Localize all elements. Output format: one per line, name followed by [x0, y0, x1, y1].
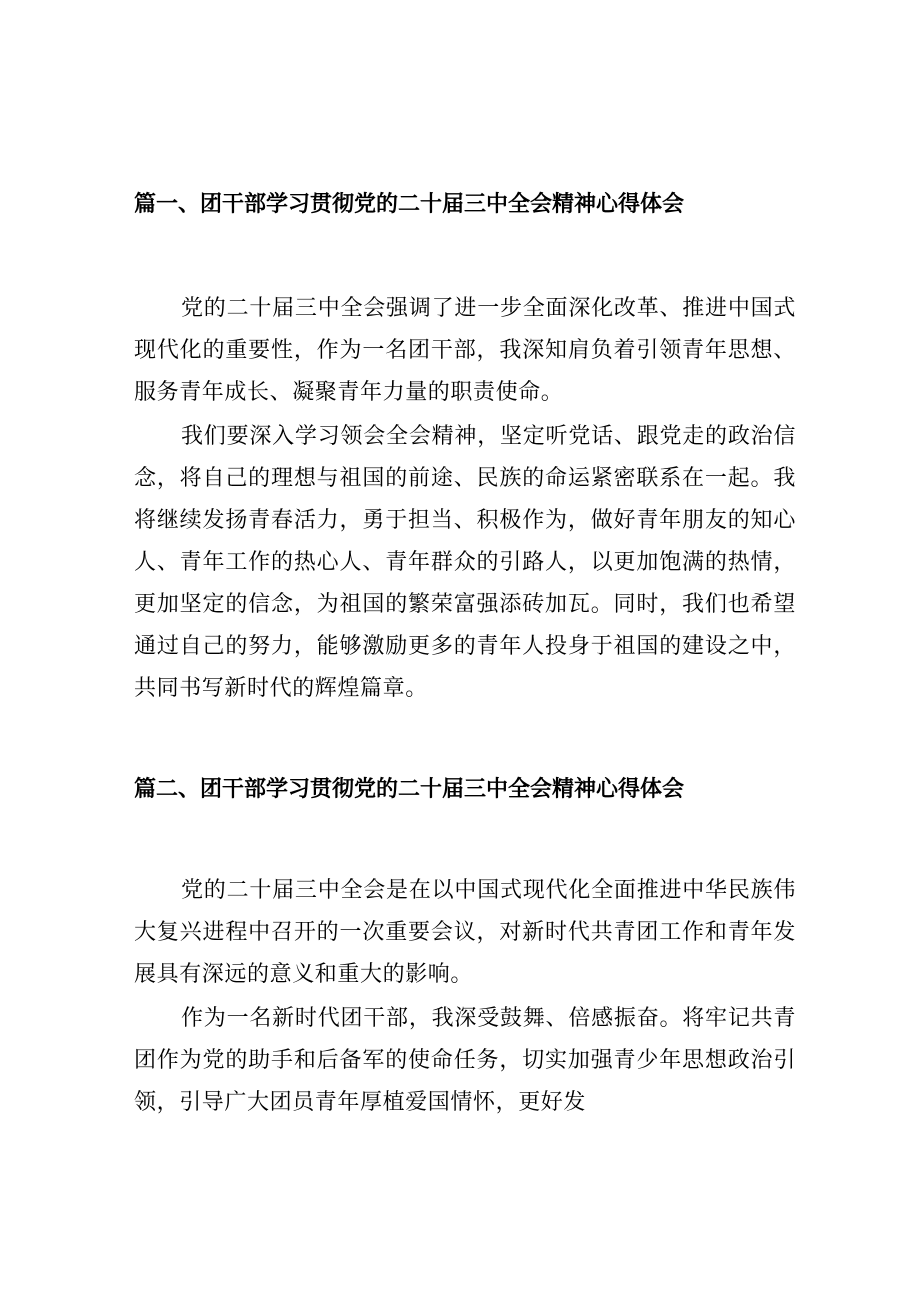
section-2-heading: 篇二、团干部学习贯彻党的二十届三中全会精神心得体会 [134, 777, 685, 802]
section-1-paragraph-1: 党的二十届三中全会强调了进一步全面深化改革、推进中国式现代化的重要性，作为一名团干部，我深知肩负着引领青年思想、服务青年成长、凝聚青年力量的职责使命。 [134, 296, 796, 405]
section-1-heading: 篇一、团干部学习贯彻党的二十届三中全会精神心得体会 [134, 192, 685, 217]
section-2-paragraph-1: 党的二十届三中全会是在以中国式现代化全面推进中华民族伟大复兴进程中召开的一次重要会议，对新时代共青团工作和青年发展具有深远的意义和重大的影响。 [134, 878, 796, 987]
section-1-paragraph-2: 我们要深入学习领会全会精神，坚定听党话、跟党走的政治信念，将自己的理想与祖国的前途、民族的命运紧密联系在一起。我将继续发扬青春活力，勇于担当、积极作为，做好青年朋友的知心人、青年工作的热心人、青年群众的引路人，以更加饱满的热情，更加坚定的信念，为祖国的繁荣富强添砖加瓦。同时，我们也希望通过自己的努力，能够激励更多的青年人投身于祖国的建设之中，共同书写新时代的辉煌篇章。 [134, 424, 796, 701]
section-2-paragraph-2: 作为一名新时代团干部，我深受鼓舞、倍感振奋。将牢记共青团作为党的助手和后备军的使命任务，切实加强青少年思想政治引领，引导广大团员青年厚植爱国情怀，更好发 [134, 1006, 796, 1115]
